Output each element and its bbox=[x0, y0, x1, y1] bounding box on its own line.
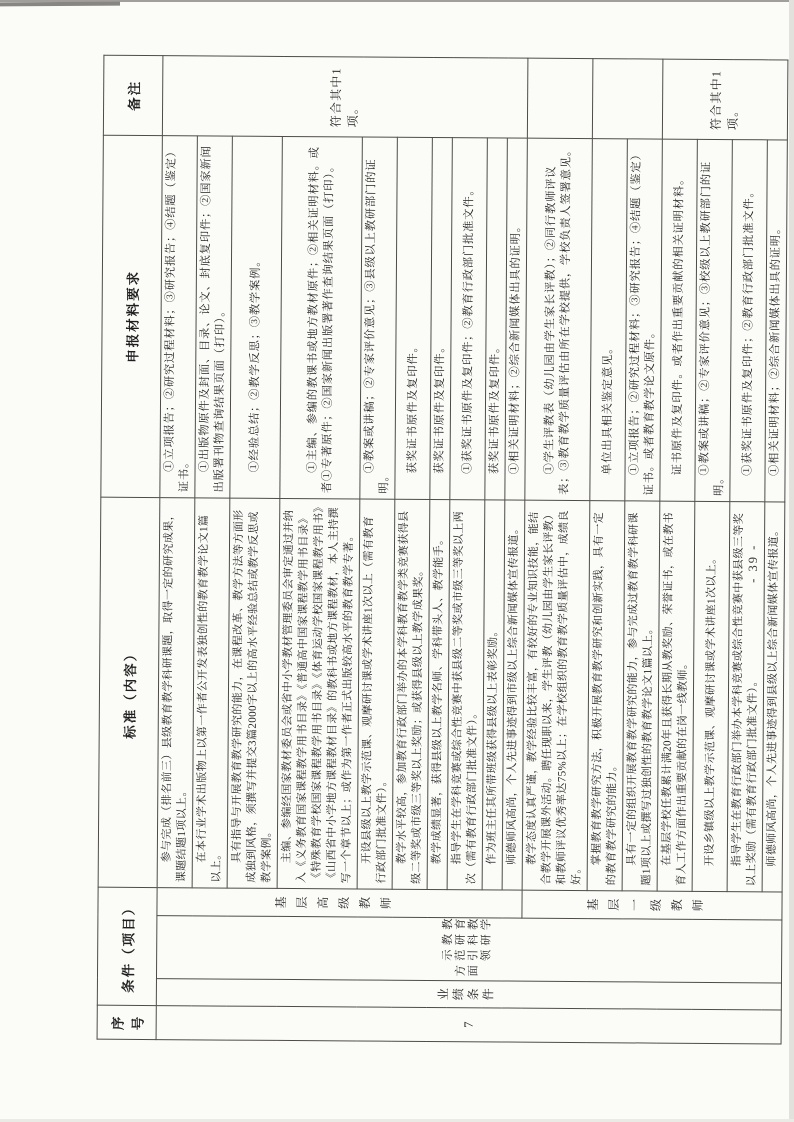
group-label-senior: 基层高级教师 bbox=[157, 888, 522, 919]
header-row bbox=[97, 55, 163, 1039]
condition-aspect-cell bbox=[156, 916, 781, 983]
materials-cell: ①获奖证书原件及复印件；②教育行政部门批准文件。 bbox=[450, 138, 488, 500]
header-condition: 条件（项目） bbox=[97, 887, 157, 1005]
materials-cell: 获奖证书原件及复印件。 bbox=[395, 137, 433, 499]
remark-cell-senior: 符合其中1项。 bbox=[162, 56, 528, 139]
header-standard: 标准（内容） bbox=[98, 497, 160, 887]
standard-cell: 具有一定的组织开展教育教学研究的能力，参与完成过教育教学科研课题1项以上或撰写过独创性的教育教学论文1篇以上。 bbox=[622, 501, 660, 891]
standard-cell: 在本行业学术出版物上以第一作者公开发表独创性的教育教学论文1篇以上。 bbox=[192, 498, 230, 888]
aspect-line: 示范引领 bbox=[440, 950, 493, 963]
table-row bbox=[156, 56, 198, 1040]
materials-cell: ①教案或讲稿；②专家评价意见；③县级以上教研部门的证明。 bbox=[360, 137, 398, 499]
condition-aspect-text bbox=[441, 918, 493, 980]
materials-cell: ①立项报告；②研究过程材料；③研究报告；④结题（鉴定）证书。 bbox=[160, 136, 198, 498]
materials-cell: ①立项报告；②研究过程材料；③研究报告；④结题（鉴定）证书。或者教育教学论文原件。 bbox=[625, 139, 663, 501]
materials-cell: ①相关证明材料；②综合新闻媒体出具的证明。 bbox=[505, 138, 528, 500]
standard-cell: 主编、参编经国家教材委员会或省中小学教材管理委员会审定通过并纳入《义务教育国家课程教学用书目录》《普通高中国家课程教学用书目录》《特殊教育学校国家课程教学用书目录》《体育运动学校国家课程教学用书》《山西省中小学地方课程教材目录》的教科书或地方课程教材，本人主持撰写一个章节以上；或作为第一作者正式出版较高水平的教育教学专著。 bbox=[277, 498, 360, 889]
materials-cell: ①相关证明材料；②综合新闻媒体出具的证明。 bbox=[765, 140, 788, 502]
standard-cell: 师德师风高尚，个人先进事迹得到县级以上综合新闻媒体宣传报道。 bbox=[762, 502, 785, 892]
materials-cell: ①获奖证书原件及复印件；②教育行政部门批准文件。 bbox=[730, 140, 768, 502]
aspect-line: 教育教学 bbox=[441, 919, 493, 932]
materials-cell: ①出版物原件及封面、目录、论文、封底复印件；②国家新闻出版署刊物查询结果页面（打印）。 bbox=[195, 136, 233, 498]
standard-cell: 指导学生在教育行政部门举办本学科竞赛或综合性竞赛中获县级三等奖以上奖励（需有教育行政部门批准文件）。 bbox=[727, 502, 765, 892]
header-remark: 备注 bbox=[103, 55, 163, 135]
standard-cell: 开设县级以上教学示范课、观摩研讨课或学术讲座1次以上（需有教育行政部门批准文件）。 bbox=[357, 499, 395, 889]
materials-cell: ①教案或讲稿；②专家评价意见；③校级以上教研部门的证明。 bbox=[695, 139, 733, 501]
materials-cell: 单位出具相关鉴定意见。 bbox=[590, 139, 628, 501]
serial-cell: 7 bbox=[156, 1006, 781, 1044]
header-materials: 申报材料要求 bbox=[101, 135, 163, 497]
standard-cell: 教学水平较高，参加教育行政部门举办的本学科教育教学类竞赛获得县级二等奖或市级三等奖以上奖励；或获得县级以上教学成果奖。 bbox=[392, 499, 430, 889]
standard-cell: 作为班主任其所带班级获得县级以上表彰奖励。 bbox=[482, 500, 505, 890]
materials-cell: ①主编、参编的教课书或地方教材原件；②相关证明材料。或者①专著原件；②国家新闻出版署著作查询结果页面（打印）。 bbox=[280, 136, 363, 499]
standard-cell: 师德师风高尚，个人先进事迹得到市级以上综合新闻媒体宣传报道。 bbox=[502, 500, 525, 890]
standard-cell: 开设乡镇级以上教学示范课、观摩研讨课或学术讲座1次以上。 bbox=[692, 501, 730, 891]
standard-cell: 指导学生在学科竞赛或综合性竞赛中获县级二等奖或市级三等奖以上两次（需有教育行政部门批准文件）。 bbox=[447, 500, 485, 890]
materials-cell: 获奖证书原件及复印件。 bbox=[430, 137, 453, 499]
standard-cell: 具有指导与开展教育教学研究的能力，在课程改革、教学方法等方面形成独到风格，须撰写并提交3篇2000字以上的高水平经验总结或教学反思或教学案例。 bbox=[227, 498, 280, 888]
standard-cell: 掌握教育教学研究方法，积极开展教育教学研究和创新实践，具有一定的教育教学研究的能力。 bbox=[587, 501, 625, 891]
materials-cell: 证书原件及复印件。或者作出重要贡献的相关证明材料。 bbox=[660, 139, 698, 501]
materials-cell: 获奖证书原件及复印件。 bbox=[485, 138, 508, 500]
criteria-table bbox=[97, 55, 789, 1045]
aspect-line: 方面 bbox=[453, 965, 480, 978]
header-serial: 序号 bbox=[97, 1005, 156, 1039]
standard-cell: 在基层学校任教累计满20年且获得长期从教奖励、荣誉证书，或在教书育人工作方面作出重要贡献的在岗一线教师。 bbox=[657, 501, 695, 891]
page-number: - 39 - bbox=[745, 543, 761, 583]
remark-empty-cell bbox=[592, 59, 663, 139]
table-row bbox=[521, 58, 593, 1042]
aspect-line: 教研科研 bbox=[441, 934, 493, 947]
condition-category-text: 业绩条件 bbox=[436, 987, 497, 1002]
materials-cell: ①学生评教表（幼儿园由学生家长评教）；②同行教师评议表；③教育教学质量评估由所在学校提供，学校负责人签署意见。 bbox=[525, 138, 593, 500]
standard-cell: 教学态度认真严谨，教学经验比较丰富，有较好的专业知识技能，能结合教学开展课外活动。聘任现职以来，学生评教（幼儿园由学生家长评教）和教师评议优秀率达75%以上；在学校组织的教育教学质量评估中，成绩良好。 bbox=[522, 500, 590, 890]
materials-cell: ①经验总结；②教学反思；③教学案例。 bbox=[230, 136, 283, 498]
condition-category-cell bbox=[156, 979, 781, 1010]
group-label-first: 基层一级教师 bbox=[522, 890, 782, 920]
standard-cell: 参与完成（排名前三）县级教育教学科研课题，取得一定的研究成果，课题结题1项以上。 bbox=[157, 498, 195, 888]
standard-cell: 教学成绩显著，获得县级以上教学名师、学科带头人、教学能手。 bbox=[427, 499, 450, 889]
scan-edge-corner bbox=[0, 2, 120, 7]
remark-cell-first: 符合其中1项。 bbox=[662, 59, 788, 140]
remark-empty-cell bbox=[527, 58, 593, 138]
scan-edge-right bbox=[789, 0, 794, 1122]
